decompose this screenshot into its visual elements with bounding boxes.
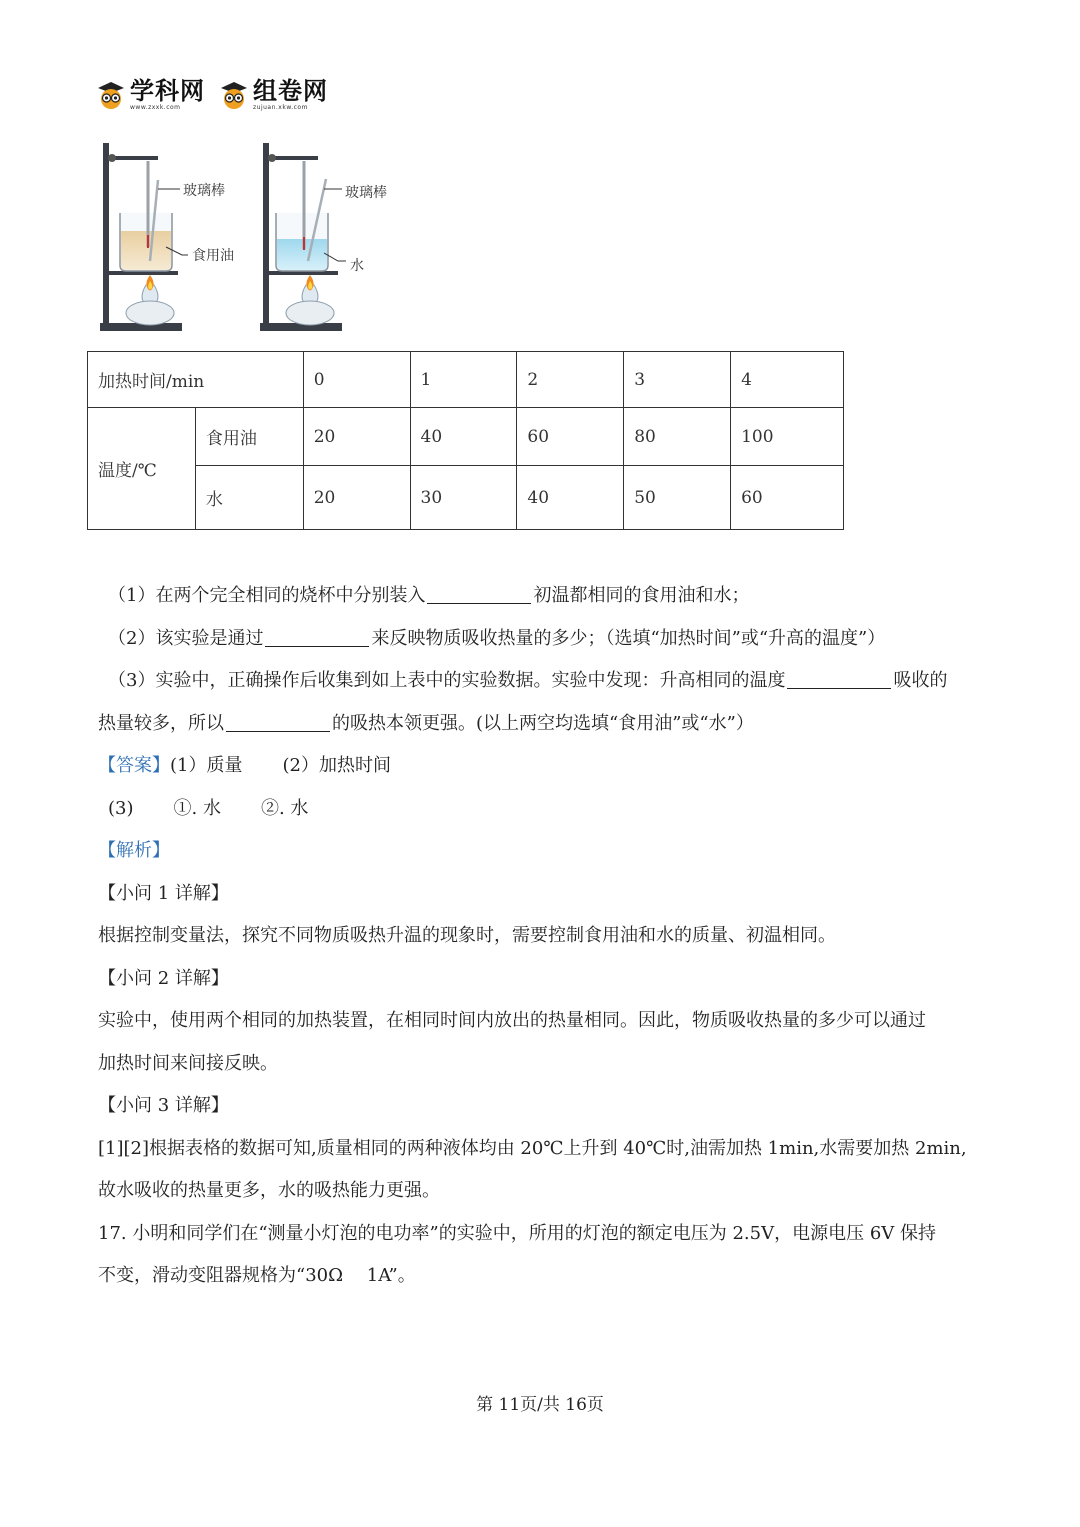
question-text: 初温都相同的食用油和水； [533, 585, 750, 606]
table-cell: 2 [517, 352, 624, 408]
zxxk-logo [96, 78, 205, 112]
answer-blank [787, 668, 891, 689]
logo-url: zujuan.xkw.com [253, 104, 308, 111]
analysis-tag: 【解析】 [98, 840, 170, 861]
clamp-knob [108, 154, 116, 162]
question-text: （1）在两个完全相同的烧杯中分别装入 [108, 585, 426, 606]
question-text: （3）实验中，正确操作后收集到如上表中的实验数据。实验中发现：升高相同的温度 [108, 670, 786, 691]
owl-icon [219, 80, 249, 110]
answer-text: ①. 水 [173, 797, 221, 819]
table-row-header: 温度/℃ [88, 408, 196, 530]
water-setup [260, 143, 387, 331]
stand-rod [103, 143, 109, 325]
question-17-cont: 不变，滑动变阻器规格为“30Ω 1A”。 [98, 1265, 416, 1286]
table-cell: 1 [410, 352, 517, 408]
table-cell: 30 [410, 466, 517, 530]
glass-rod-label: 玻璃棒 [345, 185, 387, 201]
analysis-paragraph-3-cont: 故水吸收的热量更多，水的吸热能力更强。 [98, 1180, 440, 1201]
question-text: 来反映物质吸收热量的多少；（选填“加热时间”或“升高的温度”） [371, 627, 886, 649]
analysis-heading-2: 【小问 2 详解】 [98, 967, 229, 989]
table-row [88, 352, 844, 408]
analysis-paragraph-2: 实验中，使用两个相同的加热装置，在相同时间内放出的热量相同。因此，物质吸收热量的多少可以通过 [98, 1010, 926, 1031]
logo-name: 学科网 [130, 77, 205, 105]
analysis-paragraph-2-cont: 加热时间来间接反映。 [98, 1052, 278, 1074]
water-label: 水 [350, 258, 364, 274]
table-row [88, 466, 844, 530]
table-cell: 60 [517, 408, 624, 466]
question-3-cont [98, 703, 988, 746]
table-cell: 50 [624, 466, 731, 530]
answer-tag: 【答案】 [98, 755, 170, 776]
analysis-paragraph-1: 根据控制变量法，探究不同物质吸热升温的现象时，需要控制食用油和水的质量、初温相同。 [98, 925, 836, 946]
table-cell: 40 [410, 408, 517, 466]
answer-blank [265, 626, 369, 647]
answer-line [98, 745, 988, 788]
table-cell: 100 [731, 408, 844, 466]
question-3 [98, 660, 988, 703]
answer-blank [226, 711, 330, 732]
heating-data-table [87, 351, 844, 530]
question-text: 吸收的 [893, 670, 948, 691]
clamp-knob [268, 154, 276, 162]
table-cell: 40 [517, 466, 624, 530]
logo-name: 组卷网 [253, 77, 328, 105]
stand-rod [263, 143, 269, 325]
alcohol-lamp [126, 301, 174, 325]
analysis-tag-line [98, 830, 988, 873]
table-cell: 3 [624, 352, 731, 408]
question-2 [98, 618, 988, 661]
answer-text: (3) [108, 797, 134, 819]
experiment-apparatus-figure [92, 135, 412, 340]
answer-line-2 [98, 788, 988, 831]
glass-rod-label: 玻璃棒 [183, 183, 225, 199]
logo-url: www.zxxk.com [130, 104, 181, 111]
owl-icon [96, 80, 126, 110]
analysis-paragraph-3: [1][2]根据表格的数据可知,质量相同的两种液体均由 20℃上升到 40℃时,油需加热 1min,水需要加热 2min, [98, 1137, 967, 1159]
question-content [98, 575, 988, 1298]
table-cell: 4 [731, 352, 844, 408]
question-text: （2）该实验是通过 [108, 627, 264, 649]
table-cell: 20 [303, 466, 410, 530]
table-row-label: 食用油 [195, 408, 303, 466]
answer-blank [427, 583, 531, 604]
analysis-heading-3: 【小问 3 详解】 [98, 1095, 229, 1116]
question-17: 17. 小明和同学们在“测量小灯泡的电功率”的实验中，所用的灯泡的额定电压为 2.5V，电源电压 6V 保持 [98, 1222, 936, 1244]
table-header-cell: 加热时间/min [88, 352, 304, 408]
oil-liquid [121, 231, 171, 270]
analysis-heading-1: 【小问 1 详解】 [98, 882, 229, 904]
question-text: 的吸热本领更强。(以上两空均选填“食用油”或“水”） [332, 712, 754, 734]
logo-bar [96, 78, 328, 112]
zujuan-logo [219, 78, 328, 112]
question-text: 热量较多，所以 [98, 712, 224, 734]
answer-text: (1）质量 [170, 755, 243, 776]
table-row-label: 水 [195, 466, 303, 530]
question-1 [98, 575, 988, 618]
table-cell: 0 [303, 352, 410, 408]
answer-text: ②. 水 [260, 797, 309, 819]
alcohol-lamp [286, 301, 334, 325]
water-liquid [277, 239, 327, 270]
oil-label: 食用油 [192, 248, 234, 264]
page-footer: 第 11页/共 16页 [476, 1395, 604, 1415]
table-cell: 60 [731, 466, 844, 530]
table-cell: 80 [624, 408, 731, 466]
oil-setup [100, 143, 234, 331]
table-cell: 20 [303, 408, 410, 466]
table-row [88, 408, 844, 466]
answer-text: (2）加热时间 [282, 755, 391, 776]
